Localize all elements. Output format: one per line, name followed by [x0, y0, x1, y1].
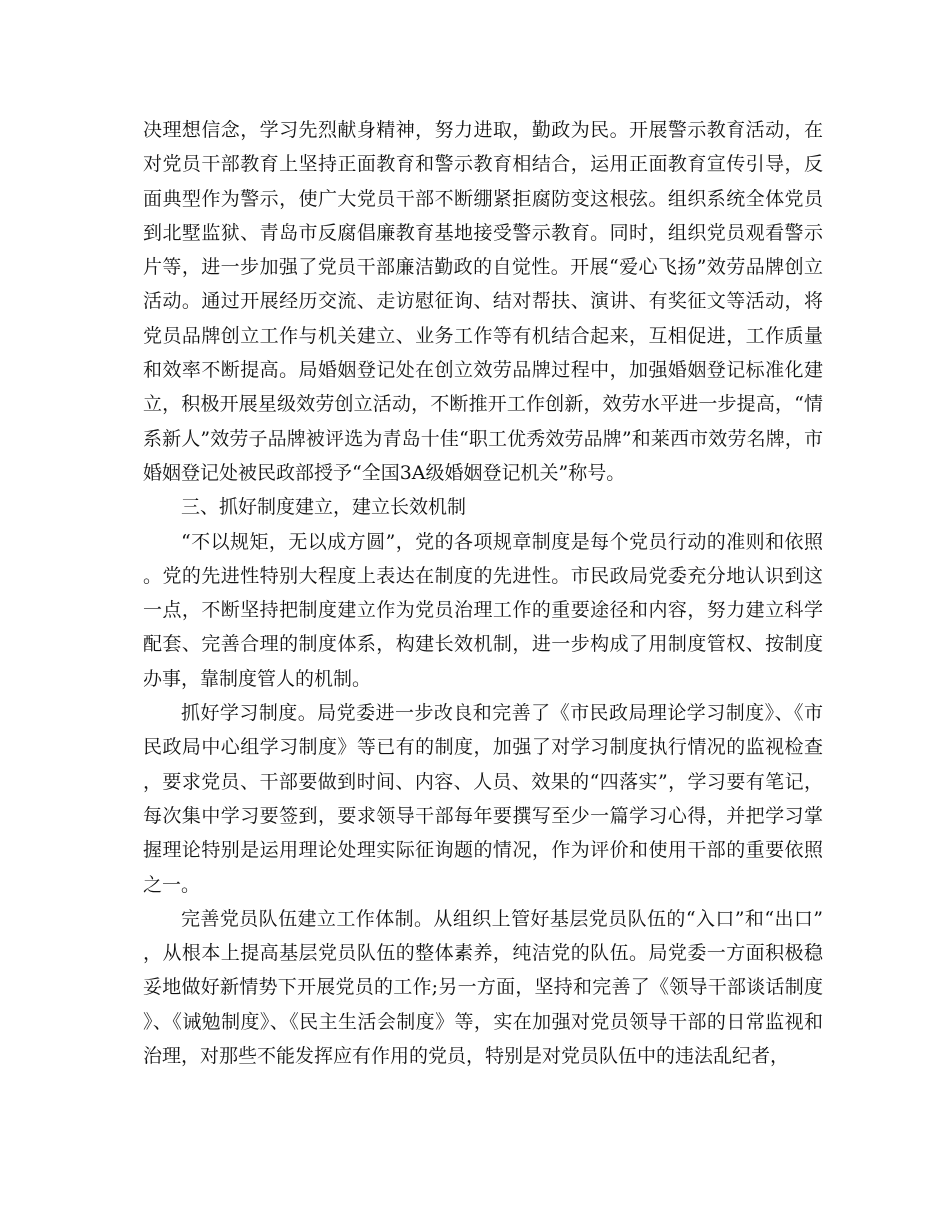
paragraph-study-system: 抓好学习制度。局党委进一步改良和完善了《市民政局理论学习制度》、《市民政局中心组学习制度》等已有的制度，加强了对学习制度执行情况的监视检查，要求党员、干部要做到时间、内容、人员、效果的“四落实”，学习要有笔记，每次集中学习要签到，要求领导干部每年要撰写至少一篇学习心得，并把学习掌握理论特别是运用理论处理实际征询题的情况，作为评价和使用干部的重要依照之一。	[143, 702, 823, 896]
section-heading: 三、抓好制度建立，建立长效机制	[181, 496, 467, 519]
paragraph-continued: 决理想信念，学习先烈献身精神，努力进取，勤政为民。开展警示教育活动，在对党员干部教育上坚持正面教育和警示教育相结合，运用正面教育宣传引导，反面典型作为警示，使广大党员干部不断绷紧拒腐防变这根弦。组织系统全体党员到北墅监狱、青岛市反腐倡廉教育基地接受警示教育。同时，组织党员观看警示片等，进一步加强了党员干部廉洁勤政的自觉性。开展“爱心飞扬”效劳品牌创立活动。通过开展经历交流、走访慰征询、结对帮扶、演讲、有奖征文等活动，将党员品牌创立工作与机关建立、业务工作等有机结合起来，互相促进，工作质量和效率不断提高。局婚姻登记处在创立效劳品牌过程中，加强婚姻登记标准化建立，积极开展星级效劳创立活动，不断推开工作创新，效劳水平进一步提高，“情系新人”效劳子品牌被评选为青岛十佳“职工优秀效劳品牌”和莱西市效劳名牌，市婚姻登记处被民政部授予“全国3A级婚姻登记机关”称号。	[143, 119, 823, 484]
paragraph-team-building: 完善党员队伍建立工作体制。从组织上管好基层党员队伍的“入口”和“出口”，从根本上提高基层党员队伍的整体素养，纯洁党的队伍。局党委一方面积极稳妥地做好新情势下开展党员的工作;另一方面，坚持和完善了《领导干部谈话制度》、《诫勉制度》、《民主生活会制度》等，实在加强对党员领导干部的日常监视和治理，对那些不能发挥应有作用的党员，特别是对党员队伍中的违法乱纪者，	[143, 907, 823, 1068]
paragraph-rules-intro: “不以规矩，无以成方圆”，党的各项规章制度是每个党员行动的准则和依照。党的先进性特别大程度上表达在制度的先进性。市民政局党委充分地认识到这一点，不断坚持把制度建立作为党员治理工作的重要途径和内容，努力建立科学配套、完善合理的制度体系，构建长效机制，进一步构成了用制度管权、按制度办事，靠制度管人的机制。	[143, 530, 823, 690]
document-body	[143, 113, 823, 1073]
